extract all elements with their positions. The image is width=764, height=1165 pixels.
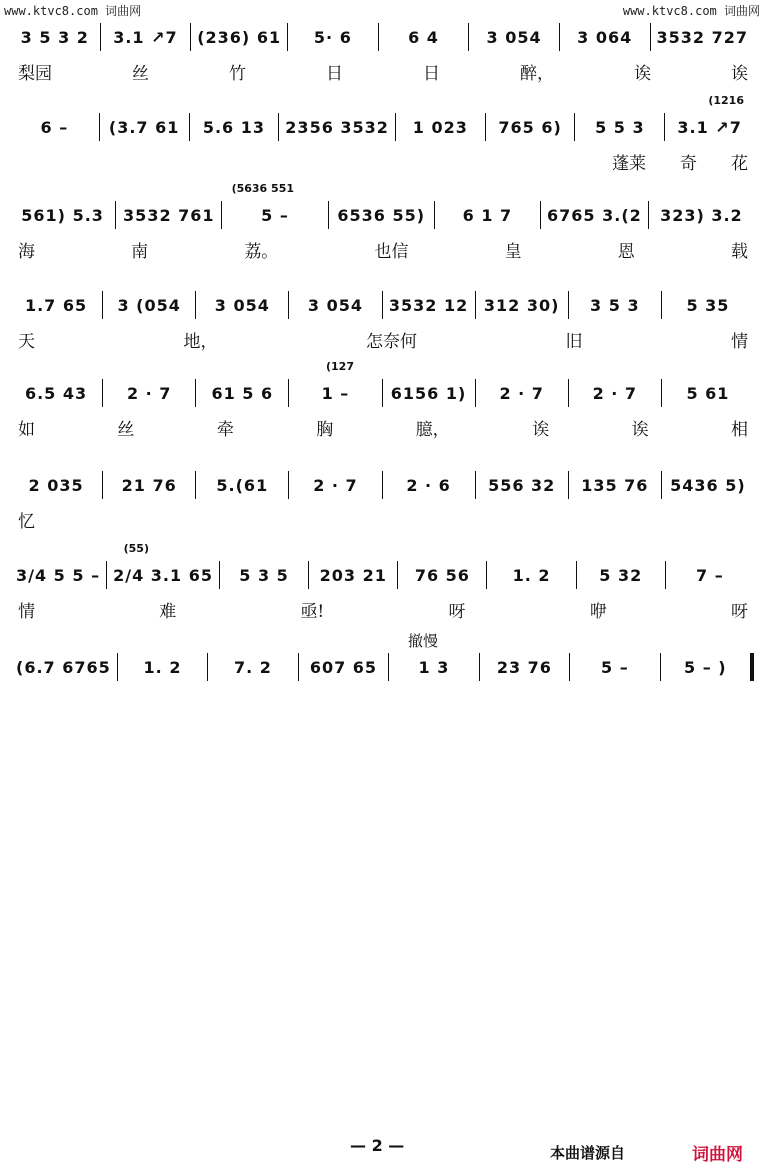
measure: 3 (054 [117,295,181,315]
lyrics-line [18,596,748,622]
lyric-word: 诶 [634,63,651,84]
lyric-word: 丝 [117,419,135,440]
measure: 2/4 3.1 65 [113,565,213,585]
measure: 7. 2 [234,657,272,677]
lyric-word: 诶 [631,419,649,440]
notation-line [10,22,754,52]
lyrics-line [18,414,748,440]
ornament-marking: (55) [123,542,149,555]
measure: 2 · 7 [126,383,172,403]
lyric-word: 相 [730,419,748,440]
measure: 6536 55) [337,205,426,225]
measure: 6 – [40,117,69,137]
notation-line [10,378,754,408]
measure: 2 · 6 [406,475,451,495]
lyric-word: 如 [18,419,35,440]
measure: 2 035 [28,475,84,495]
lyric-word: 醉， [520,63,554,84]
lyric-word: 难 [159,601,177,622]
lyric-word: 皇 [504,241,522,262]
lyric-word: 牵 [216,419,234,440]
lyric-word: 荔。 [244,241,279,262]
measure: 2 · 7 [313,475,358,495]
lyric-word: 情 [18,601,35,622]
lyric-word: 蓬莱 [612,153,646,174]
measure: 6156 1) [390,383,467,403]
measure: 1.7 65 [24,295,88,315]
measure: 561) 5.3 [21,205,104,225]
lyrics-line [18,148,748,174]
watermark-right: www.ktvc8.com 词曲网 [622,4,760,18]
measure: 5 – [261,205,289,225]
lyric-word: 日 [423,63,440,84]
measure: 3 5 3 2 [20,27,89,47]
lyrics-line [18,506,748,532]
lyric-word: 日 [326,63,343,84]
measure: 3532 727 [656,27,749,47]
measure: 76 56 [414,565,470,585]
notation-line [10,470,754,500]
measure: 6 4 [408,27,439,47]
final-bar-line [750,653,754,681]
notation-line [10,560,754,590]
lyric-word: 梨园 [18,63,52,84]
measure: 7 – [696,565,724,585]
measure: 3 054 [486,27,542,47]
measure: 3.1 ↗7 [677,117,742,137]
measure: 556 32 [488,475,556,495]
measure: 3 064 [577,27,633,47]
notation-line [10,652,754,682]
lyric-word: 怎奈何 [366,331,417,352]
measure: 6.5 43 [24,383,88,403]
measure: 3.1 ↗7 [113,27,178,47]
measure: 3532 761 [123,205,215,225]
measure: 5 32 [599,565,643,585]
lyric-word: 情 [731,331,748,352]
measure: 135 76 [581,475,649,495]
lyrics-line [18,326,748,352]
measure: 3 054 [307,295,363,315]
watermark-left: www.ktvc8.com 词曲网 [4,4,142,18]
measure: 23 76 [496,657,552,677]
lyric-word: 呀 [730,601,748,622]
measure: 61 5 6 [211,383,274,403]
ornament-marking: (1216 [708,94,744,107]
lyric-word: 咿 [589,601,607,622]
ornament-marking: (127 [326,360,354,373]
lyric-word: 胸 [316,419,334,440]
measure: 5436 5) [670,475,746,495]
lyric-word: 海 [18,241,35,262]
lyric-word: 天 [18,331,35,352]
lyric-word: 丝 [132,63,149,84]
lyric-word: 臆， [415,419,450,440]
measure: 2 · 7 [499,383,544,403]
measure: 1. 2 [143,657,182,677]
measure: 2 · 7 [592,383,638,403]
notation-line [10,200,754,230]
measure: 3 054 [214,295,270,315]
lyric-word: 南 [131,241,149,262]
brand-logo: 词曲网 [692,1145,743,1165]
notation-line [10,112,754,142]
measure: 1 – [321,383,350,403]
measure: 203 21 [319,565,387,585]
measure: 323) 3.2 [660,205,743,225]
measure: 5 3 5 [239,565,289,585]
lyric-word: 花 [731,153,748,174]
lyric-word: 诶 [532,419,550,440]
measure: 5.6 13 [202,117,265,137]
lyric-word: 诶 [731,63,748,84]
measure: 1. 2 [512,565,551,585]
measure: 5 – [600,657,629,677]
lyric-word: 竹 [229,63,246,84]
measure: 312 30) [483,295,560,315]
source-label: 本曲谱源自 [550,1144,626,1162]
lyric-word: 载 [730,241,748,262]
measure: 5 5 3 [595,117,645,137]
lyric-word: 旧 [565,331,583,352]
lyric-word: 奇 [680,153,697,174]
measure: 1 023 [412,117,468,137]
tempo-annotation: 撤慢 [408,632,439,650]
measure: 5.(61 [216,475,269,495]
measure: 1 3 [418,657,450,677]
measure: 6 1 7 [462,205,513,225]
measure: 6765 3.(2 [547,205,642,225]
page-number: — 2 — [350,1136,405,1155]
measure: 3532 12 [388,295,469,315]
measure: 5· 6 [313,27,352,47]
lyric-word: 忆 [18,511,35,532]
measure: 607 65 [309,657,378,677]
notation-line [10,290,754,320]
measure: 765 6) [498,117,562,137]
lyric-word: 地， [183,331,218,352]
lyrics-line [18,236,748,262]
lyric-word: 亟! [300,601,325,622]
measure: 2356 3532 [285,117,389,137]
ornament-marking: (5636 551 [231,182,294,195]
measure: 5 61 [686,383,730,403]
measure: (236) 61 [197,27,282,47]
measure: (3.7 61 [108,117,180,137]
measure: 5 – ) [684,657,727,677]
lyric-word: 恩 [617,241,635,262]
measure: 3 5 3 [590,295,640,315]
measure: 5 35 [686,295,730,315]
lyrics-line [18,58,748,84]
measure: 3/4 5 5 – [16,565,101,585]
measure: 21 76 [121,475,177,495]
measure: (6.7 6765 [16,657,111,677]
lyric-word: 呀 [448,601,466,622]
lyric-word: 也信 [374,241,409,262]
